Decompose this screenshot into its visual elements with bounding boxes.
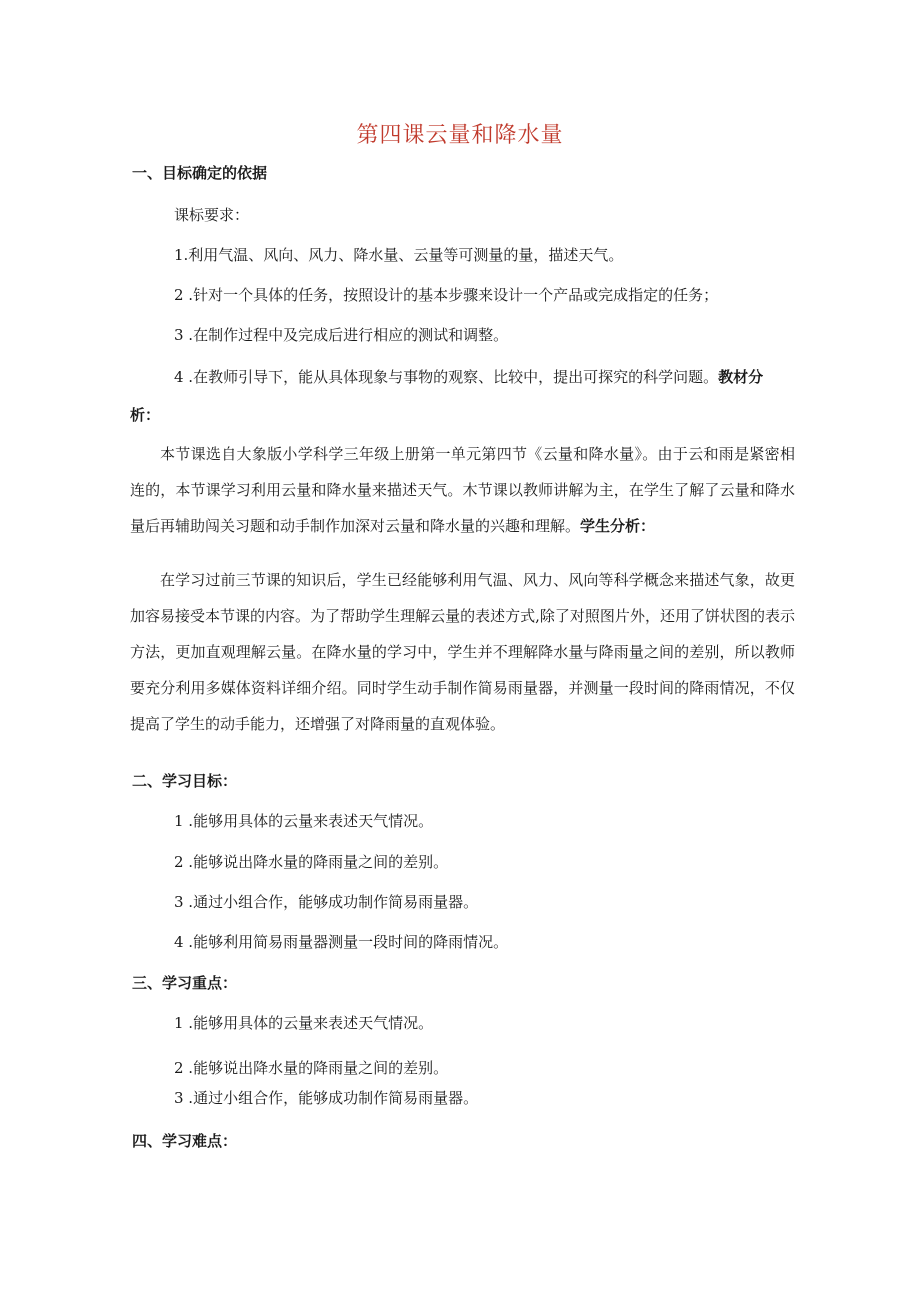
goal-item-1: 1 .能够用具体的云量来表述天气情况。: [174, 812, 434, 830]
section-2-heading: 二、学习目标：: [132, 772, 238, 790]
standard-item-4-text: 4 .在教师引导下，能从具体现象与事物的观察、比较中，提出可探究的科学问题。: [174, 368, 719, 386]
standard-item-4: [174, 366, 763, 387]
textbook-analysis-text: 本节课选自大象版小学科学三年级上册第一单元第四节《云量和降水量》。由于云和雨是紧密相连的，本节课学习利用云量和降水量来描述天气。木节课以教师讲解为主，在学生了解了云量和降水量后再辅助闯关习题和动手制作加深对云量和降水量的兴趣和理解。: [130, 445, 795, 535]
focus-item-2: 2 .能够说出降水量的降雨量之间的差别。: [174, 1059, 449, 1077]
textbook-analysis-label: 教材分: [718, 368, 764, 386]
goal-item-2: 2 .能够说出降水量的降雨量之间的差别。: [174, 853, 449, 871]
goal-item-4: 4 .能够利用简易雨量器测量一段时间的降雨情况。: [174, 933, 509, 951]
section-1-heading: 一、目标确定的依据: [132, 164, 268, 182]
section-3-heading: 三、学习重点：: [132, 974, 238, 992]
standard-item-3: 3 .在制作过程中及完成后进行相应的测试和调整。: [174, 326, 509, 344]
standards-label: 课标要求：: [174, 206, 250, 224]
student-analysis-paragraph: 在学习过前三节课的知识后，学生已经能够利用气温、风力、风向等科学概念来描述气象，故更加容易接受本节课的内容。为了帮助学生理解云量的表述方式,除了对照图片外，还用了饼状图的表示方法，更加直观理解云量。在降水量的学习中，学生并不理解降水量与降雨量之间的差别，所以教师要充分利用多媒体资料详细介绍。同时学生动手制作简易雨量器，并测量一段时间的降雨情况，不仅提高了学生的动手能力，还增强了对降雨量的直观体验。: [130, 571, 795, 733]
textbook-analysis-label-cont: 析：: [130, 406, 161, 424]
section-4-heading: 四、学习难点：: [132, 1132, 238, 1150]
student-analysis-label: 学生分析：: [580, 517, 656, 535]
focus-item-1: 1 .能够用具体的云量来表述天气情况。: [174, 1014, 434, 1032]
focus-item-3: 3 .通过小组合作，能够成功制作简易雨量器。: [174, 1089, 479, 1107]
goal-item-3: 3 .通过小组合作，能够成功制作简易雨量器。: [174, 893, 479, 911]
standard-item-2: 2 .针对一个具体的任务，按照设计的基本步骤来设计一个产品或完成指定的任务；: [174, 286, 719, 304]
page-title: 第四课云量和降水量: [356, 123, 564, 148]
standard-item-1: 1.利用气温、风向、风力、降水量、云量等可测量的量，描述天气。: [174, 246, 624, 264]
textbook-analysis-paragraph: [130, 436, 795, 544]
